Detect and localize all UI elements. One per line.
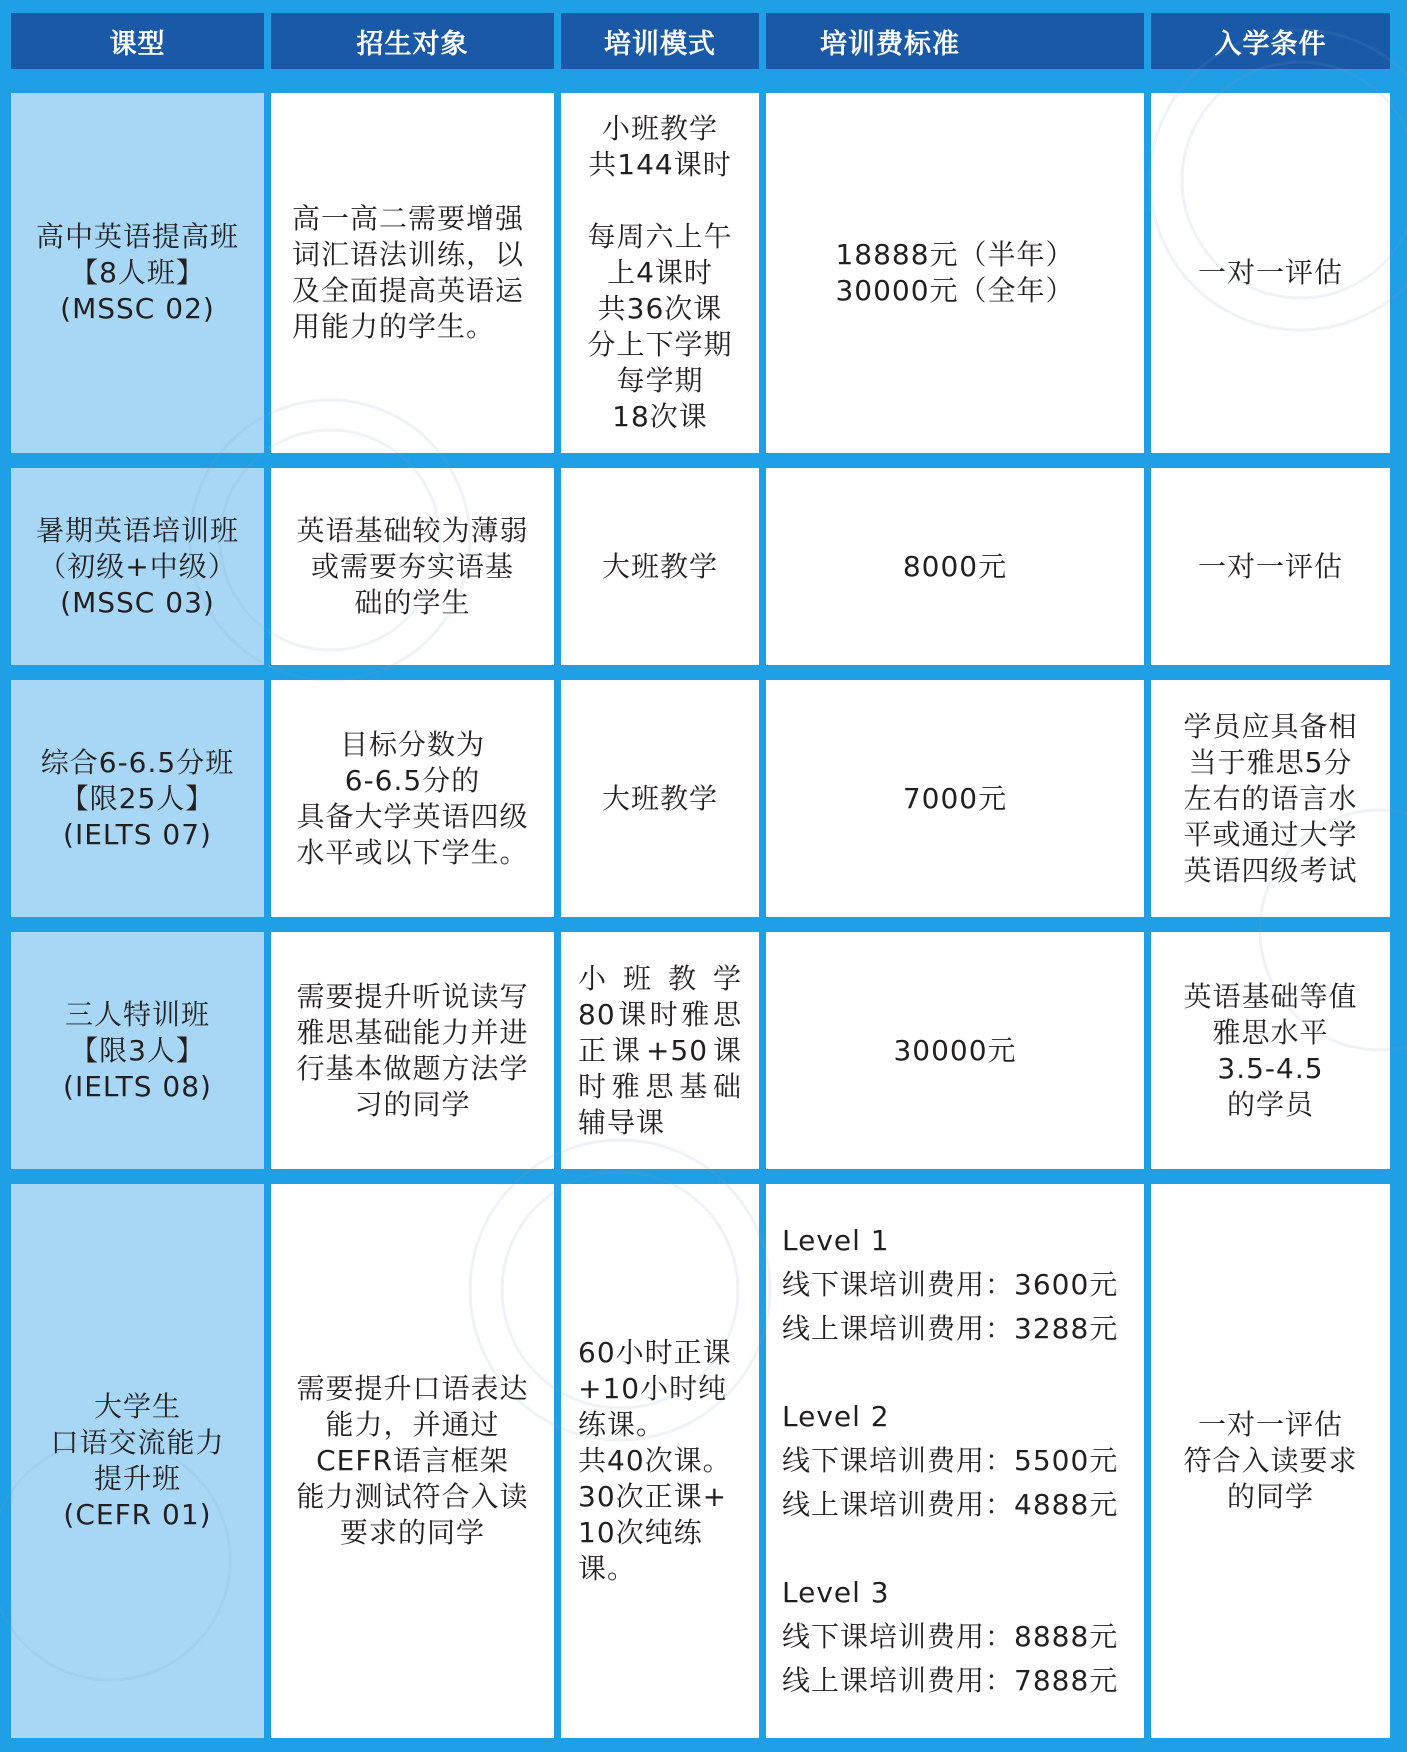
cell-text-line: 学员应具备相 — [1183, 709, 1358, 743]
cell-text-line: 8000元 — [902, 549, 1008, 583]
cell-course-type — [11, 1184, 264, 1738]
cell-text-line: 练课。 — [578, 1408, 666, 1441]
cell-text — [28, 219, 247, 327]
cell-text-line: 平或通过大学 — [1183, 817, 1358, 851]
cell-text-line: 每周六上午 — [587, 220, 733, 253]
cell-text — [578, 1335, 742, 1587]
cell-text-line: 线下课培训费用：5500元 — [782, 1444, 1119, 1477]
cell-text-line: 分上下学期 — [587, 328, 733, 361]
cell-text-line: 英语基础较为薄弱 — [296, 513, 529, 547]
cell-text-line: 高中英语提高班 — [35, 220, 239, 253]
cell-text — [783, 1033, 1127, 1069]
cell-paragraph — [288, 727, 537, 871]
header-fee-standard: 培训费标准 — [766, 13, 1144, 69]
cell-training-mode — [561, 468, 759, 665]
header-course-type: 课型 — [11, 13, 264, 69]
cell-text-line: 辅导课 — [578, 1105, 666, 1139]
cell-paragraph — [782, 1395, 1127, 1527]
cell-text — [578, 961, 742, 1141]
cell-text-line: 能力，并通过 — [325, 1408, 500, 1441]
cell-text-line: 要求的同学 — [339, 1516, 485, 1549]
cell-text — [28, 997, 247, 1105]
cell-paragraph — [288, 513, 537, 621]
cell-text-line: 共40次课。 — [578, 1444, 732, 1477]
cell-text-line: 或需要夯实语基 — [310, 549, 514, 583]
cell-text-line: 线下课培训费用：8888元 — [782, 1620, 1119, 1653]
cell-text-line: 础的学生 — [354, 585, 471, 619]
cell-text — [783, 237, 1127, 309]
cell-text-line: 线上课培训费用：4888元 — [782, 1488, 1119, 1521]
cell-paragraph — [288, 979, 537, 1123]
cell-text-line: 高一高二需要增强 — [292, 202, 525, 235]
cell-text-line: 暑期英语培训班 — [35, 513, 239, 547]
cell-text-line: 【限25人】 — [60, 781, 215, 815]
cell-paragraph — [578, 781, 742, 817]
cell-text — [1168, 979, 1373, 1123]
cell-text-line: （初级+中级） — [38, 549, 237, 583]
cell-text — [783, 781, 1127, 817]
cell-text — [1168, 549, 1373, 585]
cell-text — [288, 1371, 537, 1551]
cell-requirement — [1151, 468, 1390, 665]
cell-text-line: 小班教学 — [578, 961, 742, 995]
cell-fee — [766, 932, 1144, 1169]
cell-text-line: 7000元 — [902, 781, 1008, 815]
cell-requirement — [1151, 680, 1390, 917]
cell-requirement — [1151, 1184, 1390, 1738]
cell-target-students — [271, 680, 554, 917]
cell-text-line: 共144课时 — [588, 148, 732, 181]
cell-paragraph — [28, 997, 247, 1105]
cell-paragraph — [783, 1033, 1127, 1069]
cell-text-line: 能力测试符合入读 — [296, 1480, 529, 1513]
cell-paragraph — [578, 1335, 742, 1587]
cell-text — [288, 979, 537, 1123]
cell-text-line: 一对一评估 — [1197, 1408, 1343, 1441]
cell-text-line: 共36次课 — [597, 292, 723, 325]
cell-text-line: 时雅思基础 — [578, 1069, 742, 1103]
cell-text-line: 【限3人】 — [70, 1033, 205, 1067]
cell-paragraph — [578, 111, 742, 183]
cell-text-line: 18888元（半年） — [835, 238, 1075, 271]
cell-text-line: 词汇语法训练，以 — [292, 238, 525, 271]
cell-text-line: (IELTS 08) — [63, 1069, 212, 1103]
cell-text-line: 大学生 — [93, 1390, 181, 1423]
cell-paragraph — [782, 1571, 1127, 1703]
cell-text-line: 需要提升听说读写 — [296, 979, 529, 1013]
cell-course-type — [11, 680, 264, 917]
cell-paragraph — [783, 237, 1127, 309]
cell-paragraph — [782, 1219, 1127, 1351]
cell-text — [578, 781, 742, 817]
cell-paragraph — [1168, 709, 1373, 889]
cell-text-line: 目标分数为 — [339, 727, 485, 761]
cell-paragraph — [28, 1389, 247, 1533]
cell-text-line: 【8人班】 — [70, 256, 205, 289]
cell-text-line: 30000元 — [893, 1033, 1017, 1067]
cell-text — [578, 549, 742, 585]
cell-text-line: +10小时纯 — [578, 1372, 728, 1405]
cell-text-line: Level 1 — [782, 1224, 890, 1257]
cell-text — [28, 513, 247, 621]
cell-text-line: 18次课 — [612, 400, 708, 433]
cell-text — [782, 1219, 1127, 1703]
cell-text-line: 线上课培训费用：7888元 — [782, 1664, 1119, 1697]
cell-paragraph — [1168, 979, 1373, 1123]
cell-paragraph — [783, 781, 1127, 817]
cell-text-line: 行基本做题方法学 — [296, 1051, 529, 1085]
cell-text-line: 雅思基础能力并进 — [296, 1015, 529, 1049]
cell-text-line: 大班教学 — [601, 549, 718, 583]
cell-text-line: 需要提升口语表达 — [296, 1372, 529, 1405]
cell-text-line: 三人特训班 — [64, 997, 210, 1031]
cell-course-type — [11, 468, 264, 665]
cell-text-line: 符合入读要求 — [1183, 1444, 1358, 1477]
cell-text-line: 及全面提高英语运 — [292, 274, 525, 307]
course-table — [11, 13, 1390, 1738]
cell-text-line: (MSSC 03) — [60, 585, 215, 619]
cell-text-line: 一对一评估 — [1197, 549, 1343, 583]
cell-fee — [766, 93, 1144, 453]
cell-text — [288, 513, 537, 621]
cell-text — [292, 201, 537, 345]
cell-text-line: (IELTS 07) — [63, 817, 212, 851]
cell-text-line: 课。 — [578, 1552, 637, 1585]
cell-fee — [766, 468, 1144, 665]
cell-text — [783, 549, 1127, 585]
cell-target-students — [271, 93, 554, 453]
cell-text-line: 的同学 — [1226, 1480, 1314, 1513]
cell-text-line: 大班教学 — [601, 781, 718, 815]
cell-course-type — [11, 93, 264, 453]
cell-text-line: 习的同学 — [354, 1087, 471, 1121]
cell-text — [288, 727, 537, 871]
cell-text-line: 一对一评估 — [1197, 256, 1343, 289]
cell-text-line: 正课+50课 — [578, 1033, 742, 1067]
cell-text — [1168, 255, 1373, 291]
cell-text-line: 英语四级考试 — [1183, 853, 1358, 887]
cell-fee — [766, 1184, 1144, 1738]
cell-text-line: 上4课时 — [607, 256, 713, 289]
cell-fee — [766, 680, 1144, 917]
cell-text-line: 英语基础等值 — [1183, 979, 1358, 1013]
cell-paragraph — [28, 745, 247, 853]
cell-paragraph — [578, 219, 742, 435]
header-training-mode: 培训模式 — [561, 13, 759, 69]
cell-training-mode — [561, 932, 759, 1169]
cell-paragraph — [578, 961, 742, 1141]
cell-target-students — [271, 468, 554, 665]
cell-text-line: Level 2 — [782, 1400, 890, 1433]
cell-paragraph — [28, 219, 247, 327]
cell-text-line: 雅思水平 — [1212, 1015, 1329, 1049]
cell-text — [1168, 1407, 1373, 1515]
cell-text-line: (MSSC 02) — [60, 292, 215, 325]
cell-training-mode — [561, 1184, 759, 1738]
cell-training-mode — [561, 93, 759, 453]
cell-text-line: 30000元（全年） — [835, 274, 1075, 307]
cell-text-line: 60小时正课 — [578, 1336, 732, 1369]
cell-text-line: 综合6-6.5分班 — [40, 745, 235, 779]
cell-text-line: 的学员 — [1226, 1087, 1314, 1121]
cell-text — [28, 745, 247, 853]
cell-course-type — [11, 932, 264, 1169]
cell-text-line: 当于雅思5分 — [1188, 745, 1353, 779]
header-target-students: 招生对象 — [271, 13, 554, 69]
header-admission-requirement: 入学条件 — [1151, 13, 1390, 69]
cell-text-line: 80课时雅思 — [578, 997, 742, 1031]
cell-text-line: 30次正课+ — [578, 1480, 728, 1513]
cell-paragraph — [292, 201, 537, 345]
cell-requirement — [1151, 932, 1390, 1169]
cell-text-line: 6-6.5分的 — [344, 763, 481, 797]
cell-requirement — [1151, 93, 1390, 453]
cell-text-line: 用能力的学生。 — [292, 310, 496, 343]
cell-paragraph — [1168, 1407, 1373, 1515]
cell-text-line: 每学期 — [616, 364, 704, 397]
cell-paragraph — [578, 549, 742, 585]
cell-paragraph — [288, 1371, 537, 1551]
cell-paragraph — [1168, 255, 1373, 291]
cell-text-line: Level 3 — [782, 1576, 890, 1609]
cell-text-line: 提升班 — [93, 1462, 181, 1495]
cell-text-line: 左右的语言水 — [1183, 781, 1358, 815]
cell-text-line: 小班教学 — [601, 112, 718, 145]
cell-text — [578, 111, 742, 435]
cell-text-line: 具备大学英语四级 — [296, 799, 529, 833]
cell-training-mode — [561, 680, 759, 917]
cell-text-line: 水平或以下学生。 — [296, 835, 529, 869]
cell-text-line: 线上课培训费用：3288元 — [782, 1312, 1119, 1345]
cell-text-line: 10次纯练 — [578, 1516, 703, 1549]
cell-paragraph — [28, 513, 247, 621]
cell-target-students — [271, 1184, 554, 1738]
cell-text-line: 线下课培训费用：3600元 — [782, 1268, 1119, 1301]
cell-text-line: 口语交流能力 — [50, 1426, 225, 1459]
cell-text — [28, 1389, 247, 1533]
cell-paragraph — [783, 549, 1127, 585]
cell-text-line: 3.5-4.5 — [1217, 1051, 1324, 1085]
cell-text-line: CEFR语言框架 — [316, 1444, 509, 1477]
cell-target-students — [271, 932, 554, 1169]
cell-paragraph — [1168, 549, 1373, 585]
cell-text-line: (CEFR 01) — [63, 1498, 212, 1531]
cell-text — [1168, 709, 1373, 889]
